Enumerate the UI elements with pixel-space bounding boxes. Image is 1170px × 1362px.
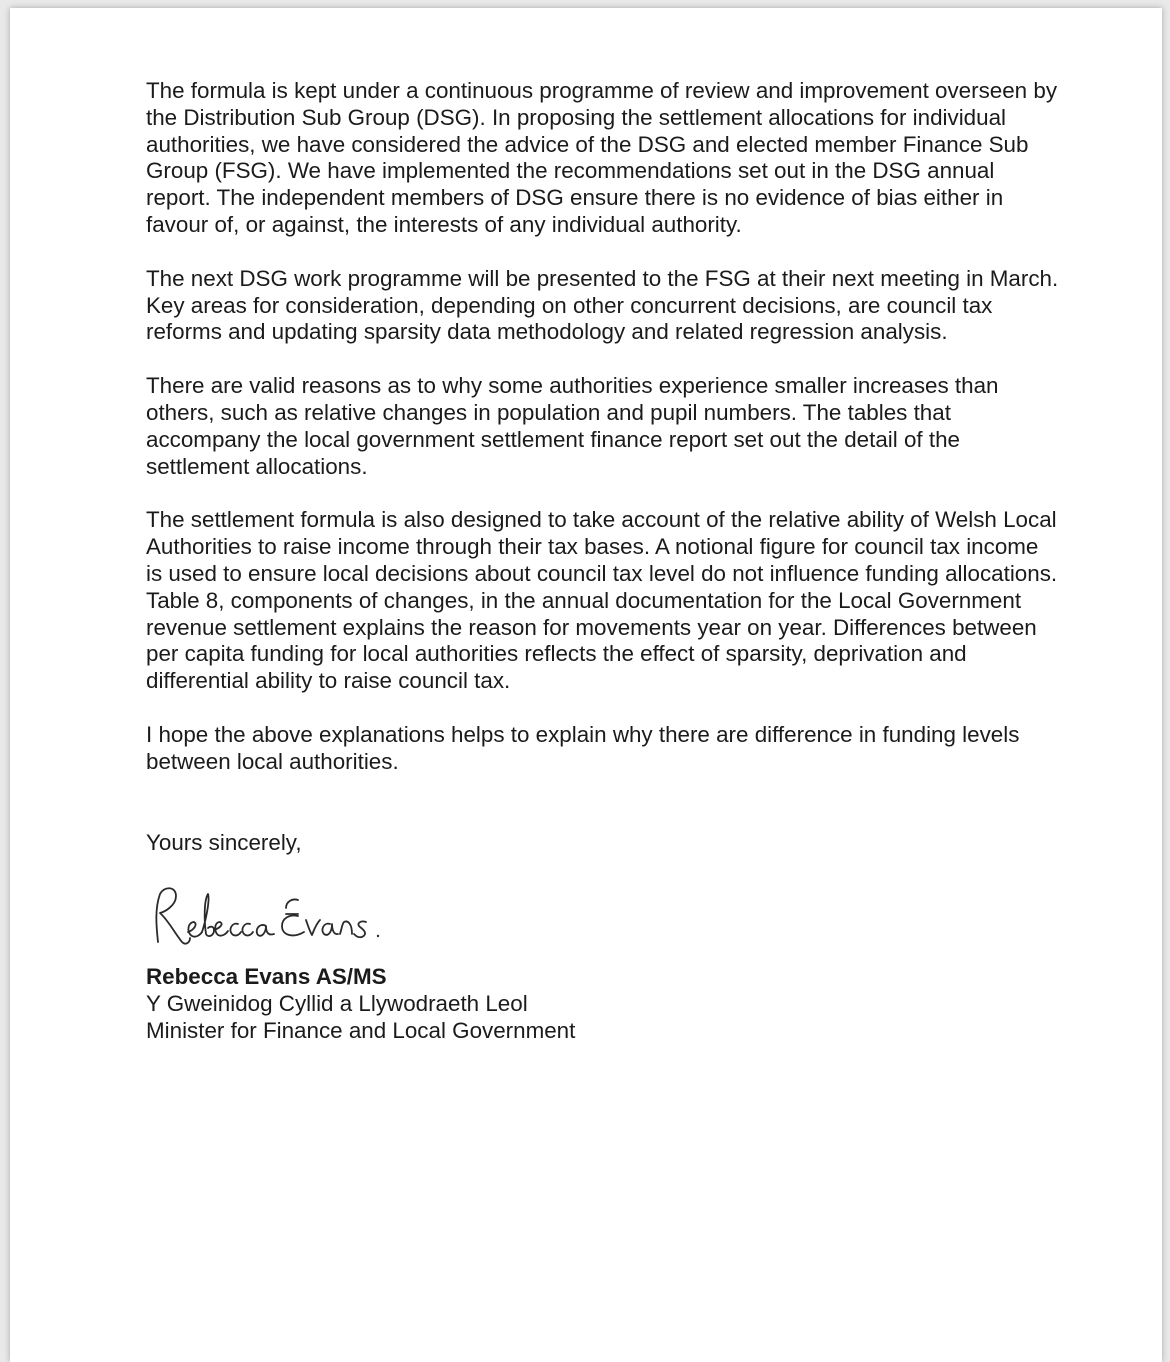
- paragraph-settlement-formula: The settlement formula is also designed to take account of the relative ability of Welsh Local Authorities to raise income through their tax bases. A notional figure for council tax income is used to ensure local decisions about council tax level do not influence funding allocations. Table 8, components of changes, in the annual documentation for the Local Government revenue settlement explains the reason for movements year on year. Differences between per capita funding for local authorities reflects the effect of sparsity, deprivation and differential ability to raise council tax.: [146, 507, 1058, 694]
- signatory-name: Rebecca Evans AS/MS: [146, 964, 387, 990]
- paragraph-work-programme: The next DSG work programme will be presented to the FSG at their next meeting in March. Key areas for consideration, depending on other concurrent decisions, are council tax reforms and updating sparsity data methodology and related regression analysis.: [146, 265, 1059, 345]
- signature-block: [146, 964, 1106, 1044]
- signatory-title-welsh: Y Gweinidog Cyllid a Llywodraeth Leol: [146, 991, 528, 1017]
- paragraph-explanation: I hope the above explanations helps to explain why there are difference in funding levels between local authorities.: [146, 721, 1020, 774]
- handwritten-signature: [148, 880, 408, 950]
- signatory-title-english: Minister for Finance and Local Government: [146, 1017, 576, 1043]
- letter-body: [146, 78, 1106, 1045]
- paragraph-valid-reasons: There are valid reasons as to why some authorities experience smaller increases than others, such as relative changes in population and pupil numbers. The tables that accompany the local government settlement finance report set out the detail of the settlement allocations.: [146, 373, 999, 479]
- letter-page: [10, 8, 1162, 1362]
- paragraph-formula-review: The formula is kept under a continuous programme of review and improvement overseen by the Distribution Sub Group (DSG). In proposing the settlement allocations for individual authorities, we have considered the advice of the DSG and elected member Finance Sub Group (FSG). We have implemented the recommendations set out in the DSG annual report. The independent members of DSG ensure there is no evidence of bias either in favour of, or against, the interests of any individual authority.: [146, 78, 1058, 237]
- closing-salutation: Yours sincerely,: [146, 829, 302, 855]
